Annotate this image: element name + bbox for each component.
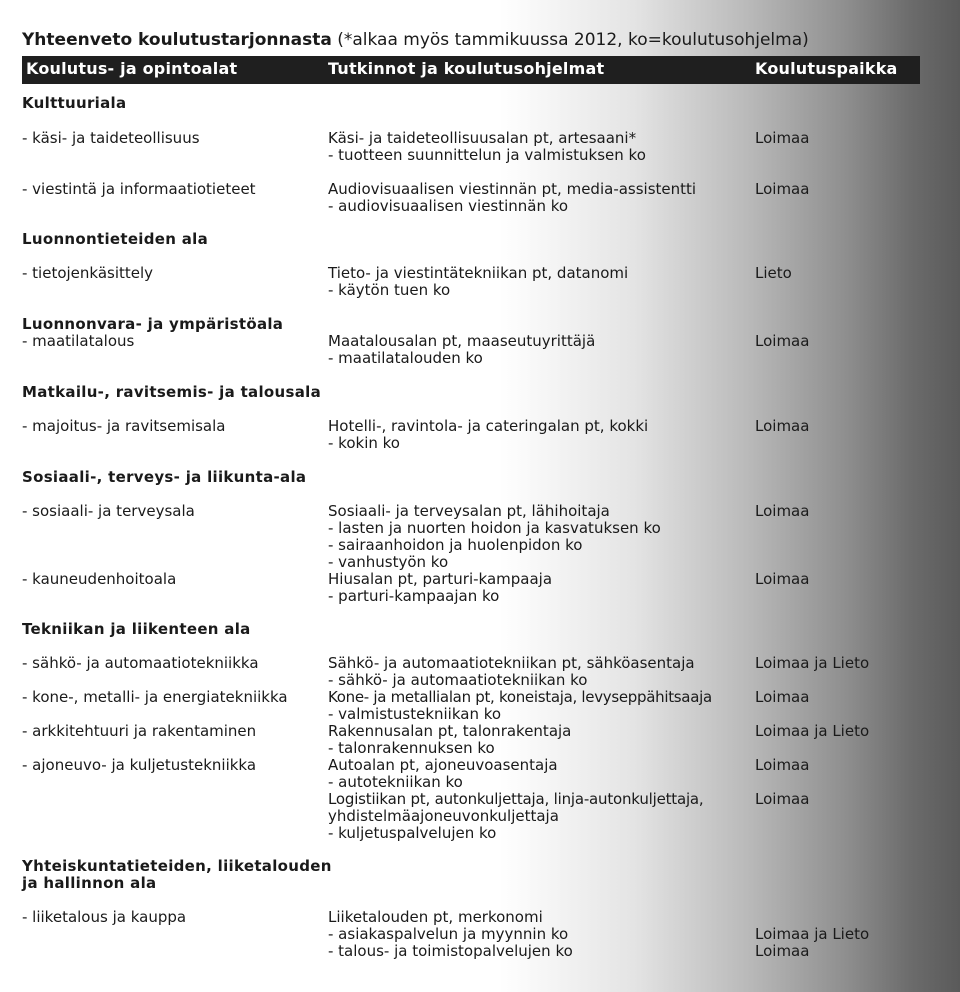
qualification-block (328, 503, 661, 571)
category-heading: Sosiaali-, terveys- ja liikunta-ala (22, 468, 307, 486)
location-line: Loimaa (755, 756, 810, 774)
location (755, 130, 809, 147)
qualification-line: Hotelli-, ravintola- ja cateringalan pt, kokki (328, 417, 649, 435)
location (755, 757, 809, 774)
qualification-line: - talous- ja toimistopalvelujen ko (328, 942, 573, 960)
qualification-block (328, 333, 595, 367)
location-line: Loimaa ja Lieto (755, 654, 870, 672)
qualification-line: - asiakaspalvelun ja myynnin ko (328, 925, 569, 943)
qualification-line: Hiusalan pt, parturi-kampaaja (328, 570, 553, 588)
field-label: - kone-, metalli- ja energiatekniikka (22, 688, 288, 706)
qualification-line: - talonrakennuksen ko (328, 739, 495, 757)
qualification-line: yhdistelmäajoneuvonkuljettaja (328, 807, 559, 825)
qualification-line: - lasten ja nuorten hoidon ja kasvatuksen ko (328, 519, 661, 537)
location (755, 503, 809, 520)
qualification-block (328, 655, 695, 689)
qualification-line: - kokin ko (328, 434, 400, 452)
qualification-block (328, 723, 571, 757)
field-label: - liiketalous ja kauppa (22, 908, 187, 926)
field-label: - tietojenkäsittely (22, 264, 154, 282)
qualification-line: - audiovisuaalisen viestinnän ko (328, 197, 569, 215)
field-label: - kauneudenhoitoala (22, 570, 177, 588)
qualification-line: Sähkö- ja automaatiotekniikan pt, sähköasentaja (328, 654, 695, 672)
location-line: Loimaa (755, 129, 810, 147)
qualification-line: Kone- ja metallialan pt, koneistaja, levyseppähitsaaja (328, 688, 712, 706)
field-label: - sosiaali- ja terveysala (22, 502, 195, 520)
category-heading: Matkailu-, ravitsemis- ja talousala (22, 383, 322, 401)
location-line: Loimaa (755, 502, 810, 520)
qualification-line: - vanhustyön ko (328, 553, 449, 571)
location-line: Loimaa ja Lieto (755, 722, 870, 740)
location (755, 418, 809, 435)
location (755, 723, 869, 740)
location (755, 909, 869, 960)
qualification-line: - sähkö- ja automaatiotekniikan ko (328, 671, 588, 689)
location (755, 265, 792, 282)
qualification-block (328, 265, 628, 299)
location (755, 333, 809, 350)
qualification-block (328, 181, 696, 215)
location-line: Loimaa (755, 942, 810, 960)
qualification-block (328, 791, 704, 842)
qualification-block (328, 418, 648, 452)
qualification-line: - maatilatalouden ko (328, 349, 483, 367)
location (755, 791, 809, 808)
location (755, 571, 809, 588)
category-heading: Kulttuuriala (22, 94, 127, 112)
header-col-qualifications: Tutkinnot ja koulutusohjelmat (328, 59, 605, 78)
location-line: Loimaa (755, 180, 810, 198)
qualification-block (328, 757, 558, 791)
location-line: Loimaa (755, 570, 810, 588)
header-col-fields: Koulutus- ja opintoalat (26, 59, 238, 78)
location (755, 689, 809, 706)
category-heading: Luonnonvara- ja ympäristöala (22, 315, 284, 333)
qualification-line: - valmistustekniikan ko (328, 705, 502, 723)
location-line: Loimaa (755, 688, 810, 706)
field-label: - majoitus- ja ravitsemisala (22, 417, 226, 435)
field-label: - käsi- ja taideteollisuus (22, 129, 200, 147)
qualification-line: Autoalan pt, ajoneuvoasentaja (328, 756, 558, 774)
field-label: - maatilatalous (22, 332, 135, 350)
qualification-line: Käsi- ja taideteollisuusalan pt, artesaani* (328, 129, 637, 147)
location-line (755, 909, 869, 926)
field-label: - ajoneuvo- ja kuljetustekniikka (22, 756, 257, 774)
qualification-line: - sairaanhoidon ja huolenpidon ko (328, 536, 583, 554)
location-line: Loimaa (755, 790, 810, 808)
field-label: - viestintä ja informaatiotieteet (22, 180, 256, 198)
category-heading: Luonnontieteiden ala (22, 230, 209, 248)
qualification-line: Tieto- ja viestintätekniikan pt, datanomi (328, 264, 629, 282)
header-col-location: Koulutuspaikka (755, 59, 898, 78)
qualification-line: Maatalousalan pt, maaseutuyrittäjä (328, 332, 596, 350)
qualification-line: - käytön tuen ko (328, 281, 451, 299)
category-heading: ja hallinnon ala (22, 874, 157, 892)
qualification-line: - tuotteen suunnittelun ja valmistuksen ko (328, 146, 646, 164)
qualification-line: Sosiaali- ja terveysalan pt, lähihoitaja (328, 502, 610, 520)
qualification-line: - autotekniikan ko (328, 773, 463, 791)
location (755, 181, 809, 198)
title-bold: Yhteenveto koulutustarjonnasta (22, 30, 332, 50)
qualification-block (328, 909, 573, 960)
qualification-line: - kuljetuspalvelujen ko (328, 824, 497, 842)
title-rest: (*alkaa myös tammikuussa 2012, ko=koulutusohjelma) (331, 30, 809, 50)
location-line: Loimaa ja Lieto (755, 925, 870, 943)
location-line: Lieto (755, 264, 792, 282)
location-line: Loimaa (755, 332, 810, 350)
category-heading: Tekniikan ja liikenteen ala (22, 620, 251, 638)
qualification-block (328, 571, 552, 605)
qualification-block (328, 689, 712, 723)
field-label: - sähkö- ja automaatiotekniikka (22, 654, 259, 672)
category-heading: Yhteiskuntatieteiden, liiketalouden (22, 857, 332, 875)
qualification-block (328, 130, 646, 164)
qualification-line: Liiketalouden pt, merkonomi (328, 908, 543, 926)
qualification-line: Rakennusalan pt, talonrakentaja (328, 722, 572, 740)
qualification-line: Logistiikan pt, autonkuljettaja, linja-autonkuljettaja, (328, 790, 704, 808)
page-title (22, 30, 809, 50)
qualification-line: Audiovisuaalisen viestinnän pt, media-assistentti (328, 180, 697, 198)
field-label: - arkkitehtuuri ja rakentaminen (22, 722, 257, 740)
location (755, 655, 869, 672)
qualification-line: - parturi-kampaajan ko (328, 587, 500, 605)
location-line: Loimaa (755, 417, 810, 435)
